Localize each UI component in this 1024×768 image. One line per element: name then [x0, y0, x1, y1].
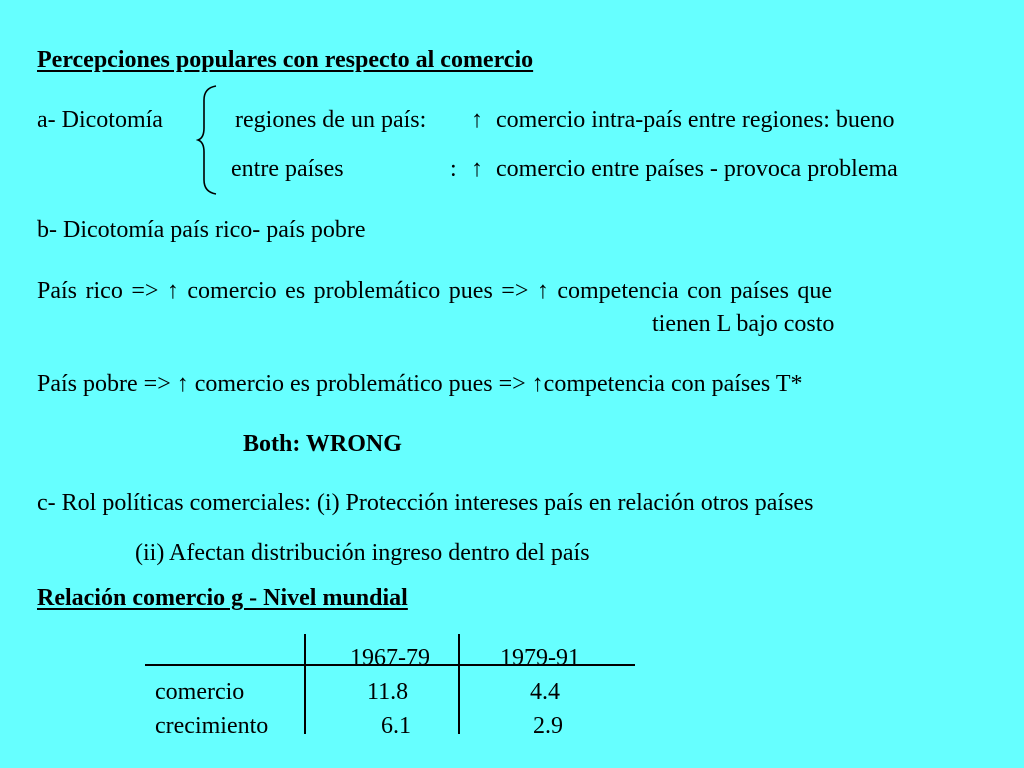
table-cell: 11.8: [367, 679, 409, 705]
dicotomia-b-label: b- Dicotomía país rico- país pobre: [37, 217, 366, 243]
table-cell: 2.9: [533, 713, 563, 739]
dicotomia-a-row1-left: regiones de un país:: [235, 107, 427, 133]
dicotomia-a-row2-left: entre países: [231, 156, 344, 182]
rol-c-line1: c- Rol políticas comerciales: (i) Protección intereses país en relación otros países: [37, 490, 814, 516]
both-wrong-label: Both: WRONG: [243, 431, 402, 457]
page-title: Percepciones populares con respecto al comercio: [37, 47, 534, 73]
table-header-cell: 1967-79: [350, 645, 430, 671]
table-divider-left: [304, 634, 306, 734]
rol-c-line2: (ii) Afectan distribución ingreso dentro del país: [135, 540, 590, 566]
relacion-title: Relación comercio g - Nivel mundial: [37, 585, 408, 611]
table-cell: 4.4: [530, 679, 560, 705]
up-arrow-icon: ↑: [471, 156, 483, 182]
pais-rico-line2: tienen L bajo costo: [652, 311, 835, 337]
dicotomia-a-row2-colon: :: [450, 156, 457, 182]
dicotomia-a-row2-right: comercio entre países - provoca problema: [496, 156, 898, 182]
pais-pobre-line1: País pobre => ↑ comercio es problemático pues => ↑competencia con países T*: [37, 371, 803, 397]
brace-icon: [196, 84, 218, 196]
pais-rico-line1: País rico => ↑ comercio es problemático pues => ↑ competencia con países que: [37, 278, 833, 304]
table-cell: 6.1: [381, 713, 411, 739]
table-header-cell: 1979-91: [500, 645, 580, 671]
table-divider-right: [458, 634, 460, 734]
table-row-label: comercio: [155, 679, 245, 705]
dicotomia-a-row1-right: comercio intra-país entre regiones: bueno: [496, 107, 895, 133]
dicotomia-a-label: a- Dicotomía: [37, 107, 163, 133]
table-row-label: crecimiento: [155, 713, 269, 739]
up-arrow-icon: ↑: [471, 107, 483, 133]
